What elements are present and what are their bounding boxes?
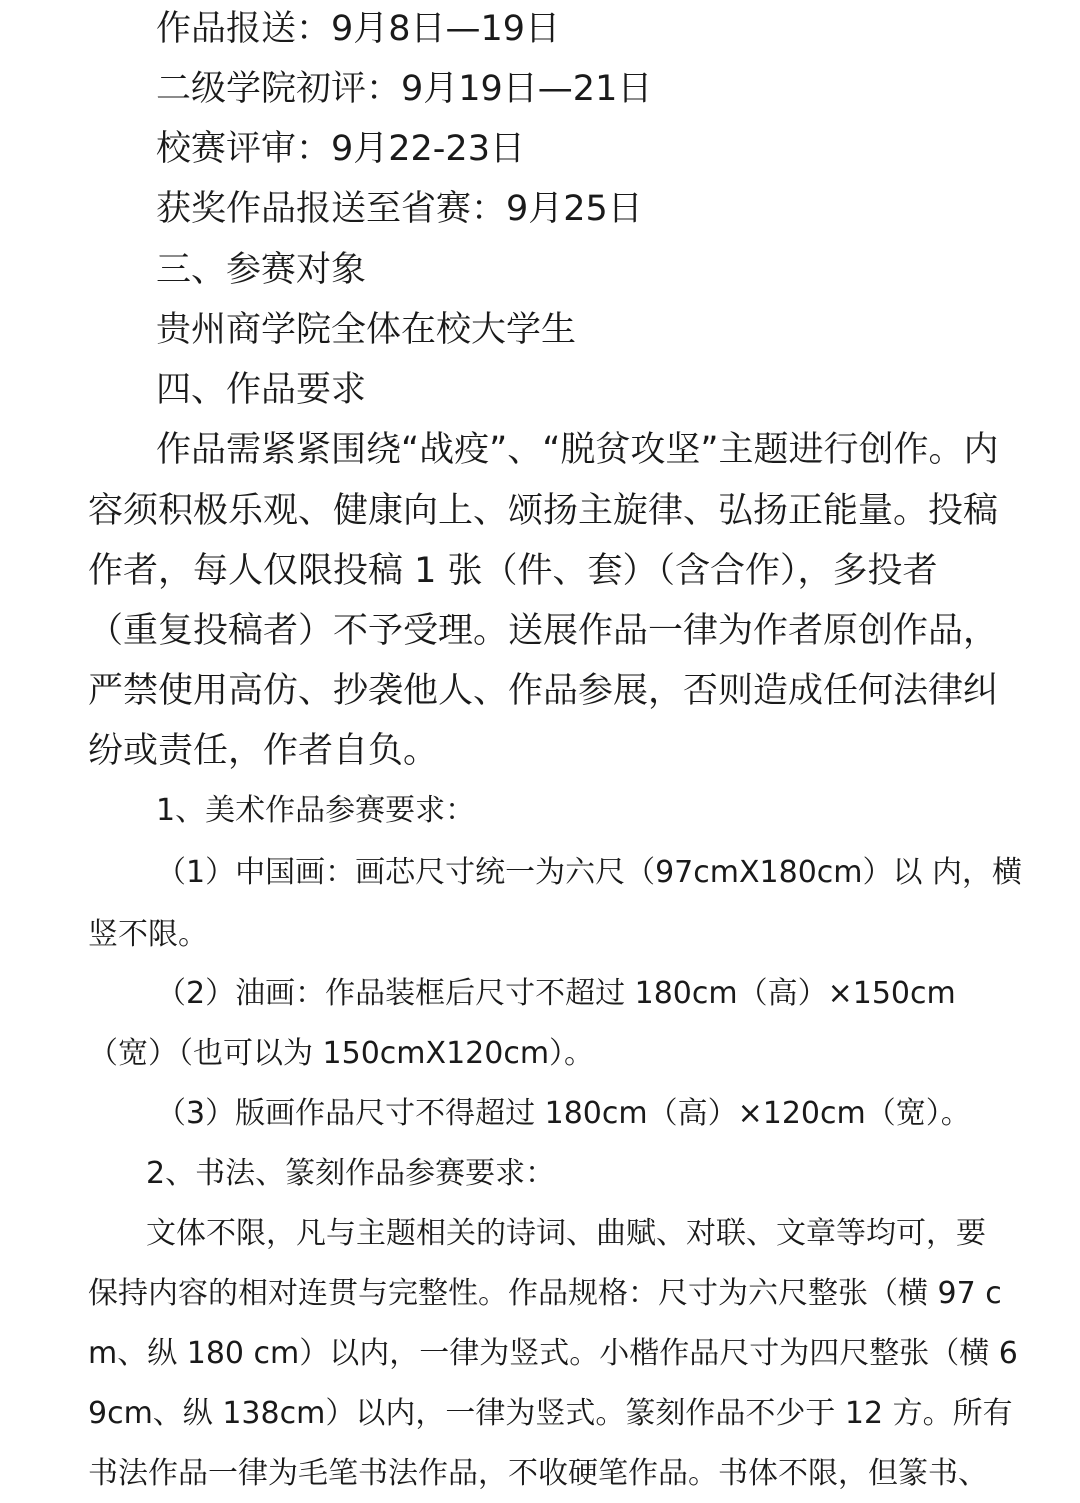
paragraph-line: 严禁使用高仿、抄袭他人、作品参展，否则造成任何法律纠 [88, 671, 999, 711]
schedule-college-review: 二级学院初评：9月19日—21日 [156, 69, 653, 109]
section-heading-requirements: 四、作品要求 [156, 370, 367, 410]
schedule-provincial-submission: 获奖作品报送至省赛：9月25日 [156, 189, 643, 229]
schedule-school-review: 校赛评审：9月22-23日 [156, 129, 525, 169]
paragraph-line: （重复投稿者）不予受理。送展作品一律为作者原创作品， [88, 611, 999, 651]
art-printmaking: （3）版画作品尺寸不得超过 180cm（高）×120cm（宽）。 [156, 1096, 971, 1131]
paragraph-line: 书法作品一律为毛笔书法作品，不收硬笔作品。书体不限，但篆书、 [88, 1456, 988, 1491]
art-chinese-painting-cont: 竖不限。 [88, 917, 208, 952]
paragraph-line: 9cm、纵 138cm）以内，一律为竖式。篆刻作品不少于 12 方。所有 [88, 1396, 1013, 1431]
paragraph-line: 纷或责任，作者自负。 [88, 731, 439, 771]
art-oil-painting-cont: （宽）（也可以为 150cmX120cm）。 [88, 1036, 595, 1071]
paragraph-line: 容须积极乐观、健康向上、颂扬主旋律、弘扬正能量。投稿 [88, 491, 999, 531]
paragraph-line: 作品需紧紧围绕“战疫”、“脱贫攻坚”主题进行创作。内 [156, 430, 999, 470]
section-heading-participants: 三、参赛对象 [156, 250, 367, 290]
paragraph-line: m、纵 180 cm）以内，一律为竖式。小楷作品尺寸为四尺整张（横 6 [88, 1336, 1018, 1371]
schedule-submission: 作品报送：9月8日—19日 [156, 9, 561, 49]
paragraph-line: 保持内容的相对连贯与完整性。作品规格：尺寸为六尺整张（横 97 c [88, 1276, 1002, 1311]
paragraph-line: 文体不限，凡与主题相关的诗词、曲赋、对联、文章等均可，要 [146, 1216, 986, 1251]
paragraph-line: 作者，每人仅限投稿 1 张（件、套）（含合作），多投者 [88, 551, 938, 591]
participants-text: 贵州商学院全体在校大学生 [156, 310, 577, 350]
art-chinese-painting: （1）中国画：画芯尺寸统一为六尺（97cmX180cm）以 内，横 [156, 855, 1023, 890]
subheading-art: 1、美术作品参赛要求： [156, 793, 476, 828]
art-oil-painting: （2）油画：作品装框后尺寸不超过 180cm（高）×150cm [156, 976, 956, 1011]
subheading-calligraphy: 2、书法、篆刻作品参赛要求： [146, 1156, 556, 1191]
